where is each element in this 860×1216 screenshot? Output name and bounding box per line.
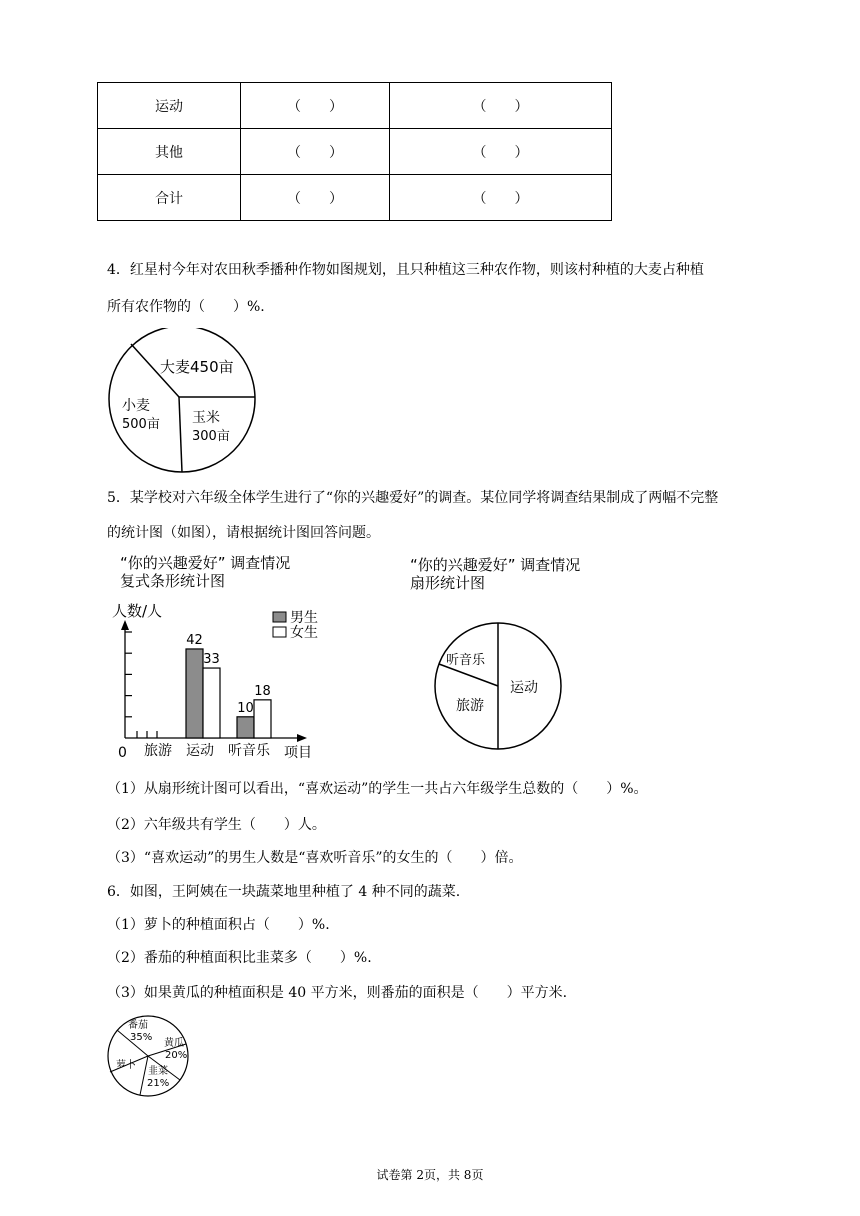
origin-label: 0	[118, 745, 127, 761]
q4-pie-chart	[100, 328, 270, 476]
page-footer: 试卷第 2页，共 8页	[376, 1168, 484, 1182]
x-tick-label-travel: 旅游	[144, 743, 172, 759]
pie-title: “你的兴趣爱好” 调查情况	[410, 556, 581, 574]
blank-cell: （ ）	[241, 83, 390, 129]
corn-label: 玉米	[192, 410, 220, 426]
pie-music: 听音乐	[446, 653, 486, 668]
answer-table	[97, 82, 612, 221]
corn-area: 300亩	[192, 429, 230, 444]
x-axis-label: 项目	[284, 745, 312, 761]
blank-cell: （ ）	[390, 129, 612, 175]
q5-line1: 5．某学校对六年级全体学生进行了“你的兴趣爱好”的调查。某位同学将调查结果制成了两幅不完整	[107, 490, 719, 506]
q6-sub3: （3）如果黄瓜的种植面积是 40 平方米，则番茄的面积是（ ）平方米.	[107, 985, 568, 1001]
q4-line2: 所有农作物的（ ）%.	[107, 299, 265, 315]
cucumber-pct: 20%	[165, 1050, 188, 1061]
wheat-area: 500亩	[122, 417, 160, 432]
blank-cell: （ ）	[241, 175, 390, 221]
bar-value-label: 18	[254, 683, 271, 699]
bar-value-label: 33	[203, 652, 220, 668]
q6-sub1: （1）萝卜的种植面积占（ ）%.	[107, 917, 330, 933]
row-label: 合计	[98, 175, 241, 221]
wheat-label: 小麦	[122, 398, 150, 414]
legend-swatch-boys	[273, 612, 286, 622]
blank-cell: （ ）	[390, 175, 612, 221]
leek-label: 韭菜	[148, 1066, 168, 1077]
barley-label: 大麦450亩	[160, 358, 234, 376]
q5-pie-chart	[400, 552, 600, 757]
table-row	[98, 175, 612, 221]
cucumber-label: 黄瓜	[164, 1038, 184, 1049]
row-label: 其他	[98, 129, 241, 175]
leek-pct: 21%	[147, 1078, 170, 1089]
pie-subtitle: 扇形统计图	[410, 574, 486, 592]
x-axis-arrow	[297, 734, 307, 742]
tomato-label: 番茄	[128, 1020, 148, 1031]
pie-travel: 旅游	[456, 698, 484, 714]
bar-boys	[186, 649, 203, 738]
chart-subtitle: 复式条形统计图	[120, 572, 226, 590]
x-tick-label-sport: 运动	[186, 743, 214, 759]
bar-girls	[254, 700, 271, 738]
legend-swatch-girls	[273, 627, 286, 637]
pie-sport: 运动	[510, 680, 538, 696]
legend-boys: 男生	[290, 610, 318, 626]
q6-line1: 6．如图，王阿姨在一块蔬菜地里种植了 4 种不同的蔬菜.	[107, 884, 461, 900]
legend-girls: 女生	[290, 625, 318, 641]
tomato-pct: 35%	[130, 1032, 153, 1043]
q5-sub1: （1）从扇形统计图可以看出，“喜欢运动”的学生一共占六年级学生总数的（ ）%。	[107, 781, 648, 797]
blank-cell: （ ）	[390, 83, 612, 129]
q5-sub2: （2）六年级共有学生（ ）人。	[107, 817, 326, 833]
bar-boys	[237, 717, 254, 738]
q4-line1: 4．红星村今年对农田秋季播种作物如图规划，且只种植这三种农作物，则该村种植的大麦占种植	[107, 262, 704, 278]
chart-title: “你的兴趣爱好” 调查情况	[120, 554, 291, 572]
blank-cell: （ ）	[241, 129, 390, 175]
bar-value-label: 42	[186, 632, 203, 648]
row-label: 运动	[98, 83, 241, 129]
radish-label: 萝卜	[116, 1060, 136, 1071]
x-tick-label-music: 听音乐	[228, 743, 270, 759]
table-row	[98, 83, 612, 129]
q6-sub2: （2）番茄的种植面积比韭菜多（ ）%.	[107, 950, 372, 966]
table-row	[98, 129, 612, 175]
y-axis-arrow	[121, 620, 129, 630]
bar-value-label: 10	[237, 700, 254, 716]
q6-pie-chart	[102, 1012, 197, 1098]
q5-line2: 的统计图（如图），请根据统计图回答问题。	[107, 525, 380, 541]
q5-sub3: （3）“喜欢运动”的男生人数是“喜欢听音乐”的女生的（ ）倍。	[107, 850, 523, 866]
q5-bar-chart	[110, 552, 340, 762]
bar-girls	[203, 668, 220, 738]
y-axis-label: 人数/人	[112, 602, 163, 620]
